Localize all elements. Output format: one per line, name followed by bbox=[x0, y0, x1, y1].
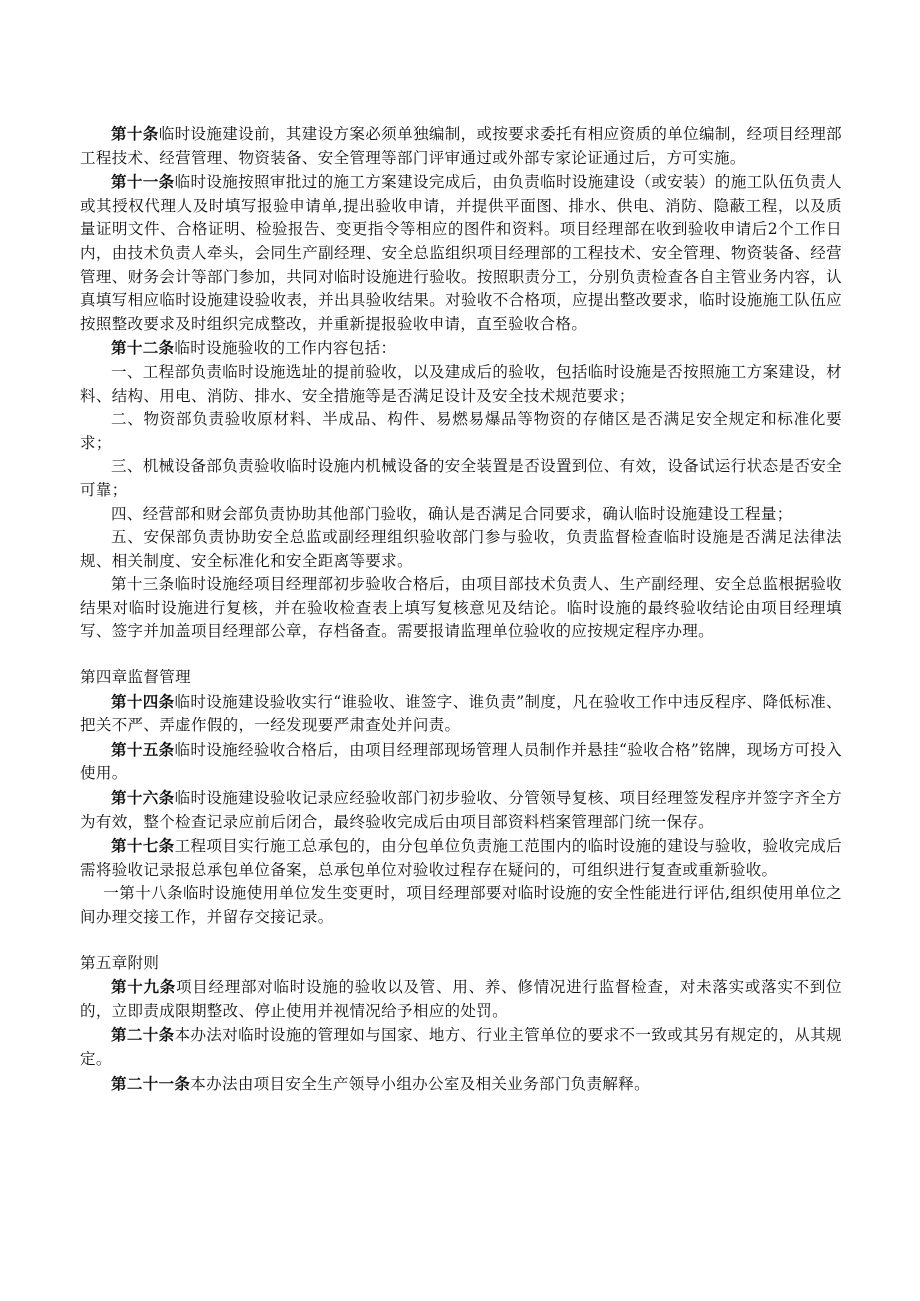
article-number: 第二十条 bbox=[111, 1025, 175, 1045]
article-15 bbox=[80, 738, 842, 786]
article-21 bbox=[80, 1072, 842, 1097]
document-body bbox=[80, 122, 842, 1096]
item-text: 二、物资部负责验收原材料、半成品、构件、易燃易爆品等物资的存储区是否满足安全规定和标准化要求； bbox=[80, 410, 842, 452]
article-17 bbox=[80, 834, 842, 882]
article-14 bbox=[80, 690, 842, 738]
article-number: 第十一条 bbox=[111, 172, 175, 192]
article-text: 第十三条临时设施经项目经理部初步验收合格后，由项目部技术负责人、生产副经理、安全总监根据验收结果对临时设施进行复核，并在验收检查表上填写复核意见及结论。临时设施的最终验收结论由项目经理填写、签字并加盖项目经理部公章，存档备查。需要报请监理单位验收的应按规定程序办理。 bbox=[80, 575, 842, 641]
article-text: 一第十八条临时设施使用单位发生变更时，项目经理部要对临时设施的安全性能进行评估,组织使用单位之间办理交接工作，并留存交接记录。 bbox=[80, 884, 842, 926]
item-text: 一、工程部负责临时设施选址的提前验收，以及建成后的验收，包括临时设施是否按照施工方案建设，材料、结构、用电、消防、排水、安全措施等是否满足设计及安全技术规范要求； bbox=[80, 362, 842, 405]
article-12-item-4 bbox=[80, 503, 842, 527]
article-12-item-3 bbox=[80, 455, 842, 502]
article-text: 临时设施经验收合格后，由项目经理部现场管理人员制作并悬挂“验收合格”铭牌，现场方可投入使用。 bbox=[80, 740, 843, 783]
article-11 bbox=[80, 170, 842, 336]
article-number: 第十六条 bbox=[111, 788, 175, 808]
article-12-item-2 bbox=[80, 408, 842, 455]
article-text: 临时设施建设前，其建设方案必须单独编制，或按要求委托有相应资质的单位编制，经项目经理部工程技术、经营管理、物资装备、安全管理等部门评审通过或外部专家论证通过后，方可实施。 bbox=[80, 125, 842, 167]
chapter-heading: 第四章监督管理 bbox=[80, 668, 191, 687]
article-12-item-1 bbox=[80, 361, 842, 408]
article-12-item-5 bbox=[80, 526, 842, 573]
article-text: 临时设施验收的工作内容包括： bbox=[174, 339, 397, 358]
article-text: 临时设施建设验收记录应经验收部门初步验收、分管领导复核、项目经理签发程序并签字齐全方为有效，整个检查记录应前后闭合，最终验收完成后由项目部资料档案管理部门统一保存。 bbox=[80, 789, 843, 831]
article-number: 第十七条 bbox=[111, 836, 175, 856]
article-number: 第十九条 bbox=[111, 977, 177, 997]
article-text: 本办法由项目安全生产领导小组办公室及相关业务部门负责解释。 bbox=[190, 1074, 650, 1093]
item-text: 四、经营部和财会部负责协助其他部门验收，确认是否满足合同要求，确认临时设施建设工程量； bbox=[111, 504, 793, 523]
article-text: 临时设施建设验收实行“谁验收、谁签字、谁负责”制度，凡在验收工作中违反程序、降低标准、把关不严、弄虚作假的，一经发现要严肃查处并问责。 bbox=[80, 692, 843, 735]
article-number: 第十二条 bbox=[111, 338, 175, 358]
article-text: 临时设施按照审批过的施工方案建设完成后，由负责临时设施建设（或安装）的施工队伍负责人或其授权代理人及时填写报验申请单,提出验收申请，并提供平面图、排水、供电、消防、隐蔽工程，以及质量证明文件、合格证明、检验报告、变更指令等相应的图件和资料。项目经理部在收到验收申请后2个工作日内，由技术负责人牵头，会同生产副经理、安全总监组织项目经理部的工程技术、安全管理、物资装备、经营管理、财务会计等部门参加，共同对临时设施进行验收。按照职责分工，分别负责检查各自主管业务内容，认真填写相应临时设施建设验收表，并出具验收结果。对验收不合格项，应提出整改要求，临时设施施工队伍应按照整改要求及时组织完成整改，并重新提报验收申请，直至验收合格。 bbox=[80, 173, 843, 333]
article-13 bbox=[80, 573, 842, 644]
article-10 bbox=[80, 122, 842, 170]
article-20 bbox=[80, 1023, 842, 1071]
chapter-heading: 第五章附则 bbox=[80, 953, 160, 972]
item-text: 三、机械设备部负责验收临时设施内机械设备的安全装置是否设置到位、有效，设备试运行状态是否安全可靠； bbox=[80, 457, 842, 499]
article-18 bbox=[80, 882, 842, 929]
item-text: 五、安保部负责协助安全总监或副经理组织验收部门参与验收，负责监督检查临时设施是否满足法律法规、相关制度、安全标准化和安全距离等要求。 bbox=[80, 528, 842, 570]
section-gap bbox=[80, 644, 842, 666]
article-text: 项目经理部对临时设施的验收以及管、用、养、修情况进行监督检查，对未落实或落实不到位的，立即责成限期整改、停止使用并视情况给予相应的处罚。 bbox=[80, 978, 842, 1020]
article-number: 第十条 bbox=[111, 124, 159, 143]
article-16 bbox=[80, 786, 842, 834]
section-gap bbox=[80, 930, 842, 952]
article-number: 第十五条 bbox=[111, 739, 175, 759]
article-number: 第二十一条 bbox=[111, 1073, 191, 1093]
article-text: 本办法对临时设施的管理如与国家、地方、行业主管单位的要求不一致或其另有规定的，从其规定。 bbox=[80, 1026, 843, 1068]
article-number: 第十四条 bbox=[111, 691, 175, 711]
article-19 bbox=[80, 975, 842, 1023]
article-12 bbox=[80, 336, 842, 361]
article-text: 工程项目实行施工总承包的，由分包单位负责施工范围内的临时设施的建设与验收，验收完成后需将验收记录报总承包单位备案，总承包单位对验收过程存在疑问的，可组织进行复查或重新验收。 bbox=[80, 837, 843, 879]
